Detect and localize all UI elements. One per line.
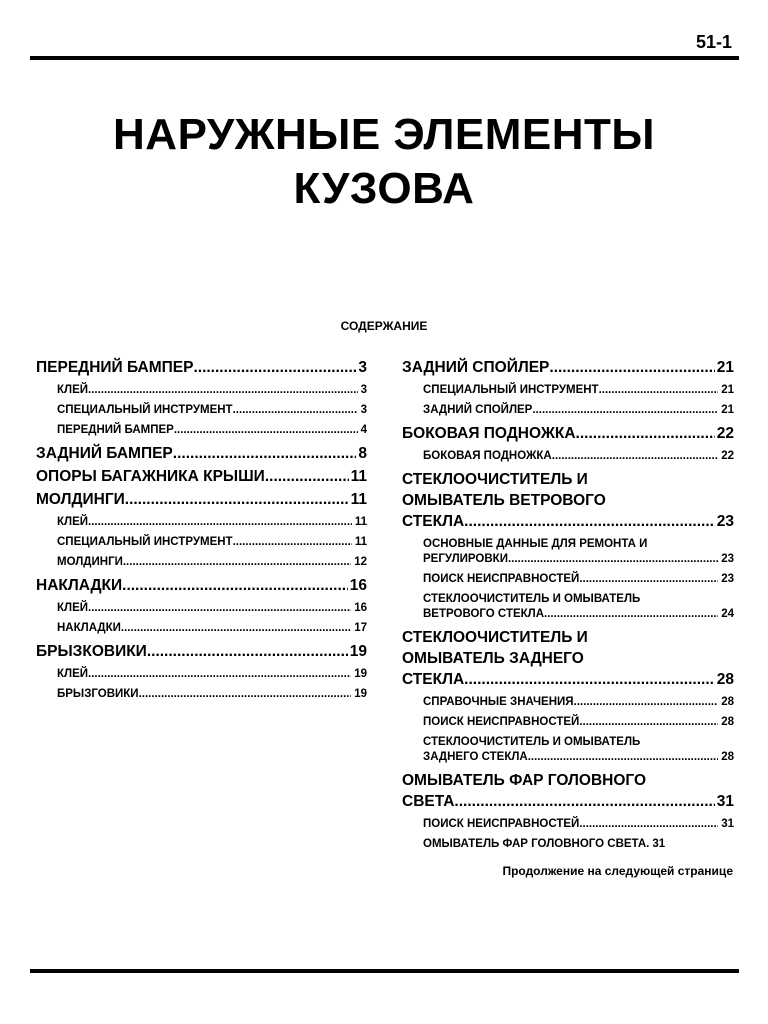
toc-entry-label-line: ОМЫВАТЕЛЬ ФАР ГОЛОВНОГО: [402, 772, 647, 789]
toc-subentry[interactable]: [36, 423, 367, 438]
leader-dots: [574, 695, 719, 710]
leader-dots: [88, 515, 352, 530]
toc-entry-page: 8: [358, 445, 367, 462]
leader-dots: [125, 489, 349, 510]
leader-dots: [552, 449, 718, 464]
toc-entry-page: 28: [716, 671, 734, 688]
toc-entry-label-line: РЕГУЛИРОВКИ: [423, 553, 508, 565]
toc-entry-label-line: ВЕТРОВОГО СТЕКЛА: [423, 608, 545, 620]
toc-entry-label-line: ОМЫВАТЕЛЬ ВЕТРОВОГО: [402, 492, 606, 509]
leader-dots: [508, 552, 718, 567]
toc-entry-label: ПЕРЕДНИЙ БАМПЕР: [57, 424, 174, 436]
toc-entry[interactable]: [36, 466, 367, 487]
leader-dots: [123, 555, 351, 570]
toc-entry-label: ОМЫВАТЕЛЬ ФАР ГОЛОВНОГО СВЕТА.: [423, 838, 650, 850]
leader-dots: [599, 383, 719, 398]
toc-entry-label: БРЫЗКОВИКИ: [36, 643, 147, 660]
toc-entry-label-line: СТЕКЛА: [402, 671, 465, 688]
toc-entry-page: 16: [354, 602, 367, 614]
toc-entry[interactable]: [402, 423, 734, 444]
toc-subentry[interactable]: [402, 383, 734, 398]
toc-subentry[interactable]: [36, 535, 367, 550]
toc-subentry[interactable]: [402, 715, 734, 730]
toc-entry-label-line: СТЕКЛООЧИСТИТЕЛЬ И ОМЫВАТЕЛЬ: [423, 736, 641, 748]
toc-subentry[interactable]: [402, 449, 734, 464]
leader-dots: [549, 357, 714, 378]
toc-subentry[interactable]: [36, 555, 367, 570]
leader-dots: [579, 715, 718, 730]
toc-subentry[interactable]: [36, 667, 367, 682]
toc-entry-label: БОКОВАЯ ПОДНОЖКА: [402, 425, 576, 442]
toc-subentry[interactable]: [36, 403, 367, 418]
toc-entry-label: МОЛДИНГИ: [57, 556, 123, 568]
toc-entry[interactable]: [402, 357, 734, 378]
toc-entry-label: ПЕРЕДНИЙ БАМПЕР: [36, 359, 194, 376]
toc-entry-label-line: ОСНОВНЫЕ ДАННЫЕ ДЛЯ РЕМОНТА И: [423, 538, 648, 550]
leader-dots: [88, 601, 351, 616]
toc-subentry[interactable]: [36, 383, 367, 398]
toc-entry-label: КЛЕЙ: [57, 384, 89, 396]
toc-subentry[interactable]: [36, 515, 367, 530]
page-number: 51-1: [695, 32, 732, 52]
leader-dots: [147, 641, 348, 662]
contents-heading: СОДЕРЖАНИЕ: [340, 319, 428, 333]
leader-dots: [193, 357, 356, 378]
toc-entry-page: 3: [360, 384, 367, 396]
toc-entry-page: 16: [349, 577, 367, 594]
toc-entry[interactable]: [36, 575, 367, 596]
toc-entry-page: 21: [716, 359, 734, 376]
toc-entry-label: ОПОРЫ БАГАЖНИКА КРЫШИ: [36, 468, 265, 485]
toc-entry-label: БОКОВАЯ ПОДНОЖКА: [423, 450, 552, 462]
leader-dots: [233, 535, 352, 550]
toc-entry-page: 31: [716, 793, 734, 810]
leader-dots: [532, 403, 718, 418]
toc-subentry[interactable]: [402, 537, 734, 567]
toc-entry-page: 22: [721, 450, 734, 462]
toc-subentry[interactable]: [402, 403, 734, 418]
toc-entry-label: СПРАВОЧНЫЕ ЗНАЧЕНИЯ: [423, 696, 574, 708]
toc-entry-page: 19: [354, 668, 367, 680]
toc-subentry[interactable]: [36, 621, 367, 636]
leader-dots: [233, 403, 358, 418]
bottom-rule: [30, 969, 739, 973]
toc-entry-page: 22: [716, 425, 734, 442]
toc-entry-label-line: СТЕКЛООЧИСТИТЕЛЬ И ОМЫВАТЕЛЬ: [423, 593, 641, 605]
leader-dots: [139, 687, 352, 702]
toc-entry-page: 28: [721, 751, 734, 763]
toc-entry-page: 23: [716, 513, 734, 530]
toc-entry-label: НАКЛАДКИ: [36, 577, 123, 594]
leader-dots: [454, 791, 714, 812]
toc-subentry[interactable]: [402, 592, 734, 622]
leader-dots: [173, 443, 357, 464]
toc-entry-label: СПЕЦИАЛЬНЫЙ ИНСТРУМЕНТ: [57, 536, 233, 548]
toc-entry-label: СПЕЦИАЛЬНЫЙ ИНСТРУМЕНТ: [57, 404, 233, 416]
toc-entry-page: 19: [354, 688, 367, 700]
toc-subentry[interactable]: [402, 572, 734, 587]
toc-entry[interactable]: [402, 469, 734, 532]
leader-dots: [88, 667, 351, 682]
toc-entry[interactable]: [36, 641, 367, 662]
toc-entry-page: 11: [350, 491, 367, 508]
toc-entry-page: 23: [721, 573, 734, 585]
page-title: [0, 108, 768, 216]
toc-entry-page: 24: [721, 608, 734, 620]
toc-entry-label: КЛЕЙ: [57, 668, 89, 680]
toc-entry-page: 21: [721, 404, 734, 416]
toc-entry-page: 28: [721, 696, 734, 708]
toc-entry-page: 11: [354, 516, 367, 528]
toc-entry-page: 28: [721, 716, 734, 728]
toc-entry-page: 31: [652, 838, 666, 850]
toc-entry-label: БРЫЗГОВИКИ: [57, 688, 139, 700]
toc-entry-page: 17: [354, 622, 367, 634]
toc-entry-label-line: ЗАДНЕГО СТЕКЛА: [423, 751, 528, 763]
leader-dots: [88, 383, 358, 398]
toc-entry-label-line: СВЕТА: [402, 793, 455, 810]
top-rule: [30, 56, 739, 60]
toc-entry-label-line: ОМЫВАТЕЛЬ ЗАДНЕГО: [402, 650, 584, 667]
toc-entry[interactable]: [36, 443, 367, 464]
toc-entry-page: 23: [721, 553, 734, 565]
toc-entry-label: МОЛДИНГИ: [36, 491, 125, 508]
toc-subentry[interactable]: [402, 837, 734, 852]
toc-entry-label: ПОИСК НЕИСПРАВНОСТЕЙ: [423, 573, 580, 585]
title-line-1: НАРУЖНЫЕ ЭЛЕМЕНТЫ: [113, 110, 655, 159]
toc-entry-label: ПОИСК НЕИСПРАВНОСТЕЙ: [423, 716, 580, 728]
toc-entry-label: КЛЕЙ: [57, 516, 89, 528]
toc-entry-page: 11: [350, 468, 367, 485]
leader-dots: [464, 511, 715, 532]
continued-note: Продолжение на следующей странице: [502, 864, 733, 878]
toc-entry-label: ЗАДНИЙ БАМПЕР: [36, 445, 173, 462]
leader-dots: [464, 669, 715, 690]
toc-entry-page: 12: [354, 556, 367, 568]
toc-entry-label-line: СТЕКЛООЧИСТИТЕЛЬ И: [402, 471, 588, 488]
toc-entry[interactable]: [402, 627, 734, 690]
toc-entry-page: 3: [360, 404, 367, 416]
toc-entry[interactable]: [402, 770, 734, 812]
toc-entry-label-line: СТЕКЛА: [402, 513, 465, 530]
toc-entry-page: 11: [354, 536, 367, 548]
leader-dots: [544, 607, 718, 622]
leader-dots: [265, 466, 349, 487]
toc-subentry[interactable]: [402, 695, 734, 710]
leader-dots: [174, 423, 358, 438]
toc-entry-page: 31: [721, 818, 734, 830]
leader-dots: [576, 423, 715, 444]
toc-entry-label-line: СТЕКЛООЧИСТИТЕЛЬ И: [402, 629, 588, 646]
title-line-2: КУЗОВА: [293, 164, 475, 213]
toc-entry-label: СПЕЦИАЛЬНЫЙ ИНСТРУМЕНТ: [423, 384, 599, 396]
toc-entry-label: НАКЛАДКИ: [57, 622, 121, 634]
toc-subentry[interactable]: [402, 817, 734, 832]
toc-entry-label: ЗАДНИЙ СПОЙЛЕР: [402, 359, 550, 376]
toc-entry[interactable]: [36, 489, 367, 510]
toc-subentry[interactable]: [36, 687, 367, 702]
leader-dots: [121, 621, 351, 636]
toc-entry-page: 4: [360, 424, 367, 436]
leader-dots: [579, 817, 718, 832]
toc-entry-label: ПОИСК НЕИСПРАВНОСТЕЙ: [423, 818, 580, 830]
toc-entry-page: 3: [358, 359, 367, 376]
toc-subentry[interactable]: [402, 735, 734, 765]
toc-entry-label: КЛЕЙ: [57, 602, 89, 614]
toc-subentry[interactable]: [36, 601, 367, 616]
toc-entry[interactable]: [36, 357, 367, 378]
toc-entry-page: 21: [721, 384, 734, 396]
toc-entry-label: ЗАДНИЙ СПОЙЛЕР: [423, 404, 533, 416]
toc-entry-page: 19: [349, 643, 367, 660]
leader-dots: [579, 572, 718, 587]
toc-right-column: [402, 357, 734, 857]
leader-dots: [528, 750, 718, 765]
leader-dots: [122, 575, 348, 596]
toc-left-column: [36, 357, 367, 707]
